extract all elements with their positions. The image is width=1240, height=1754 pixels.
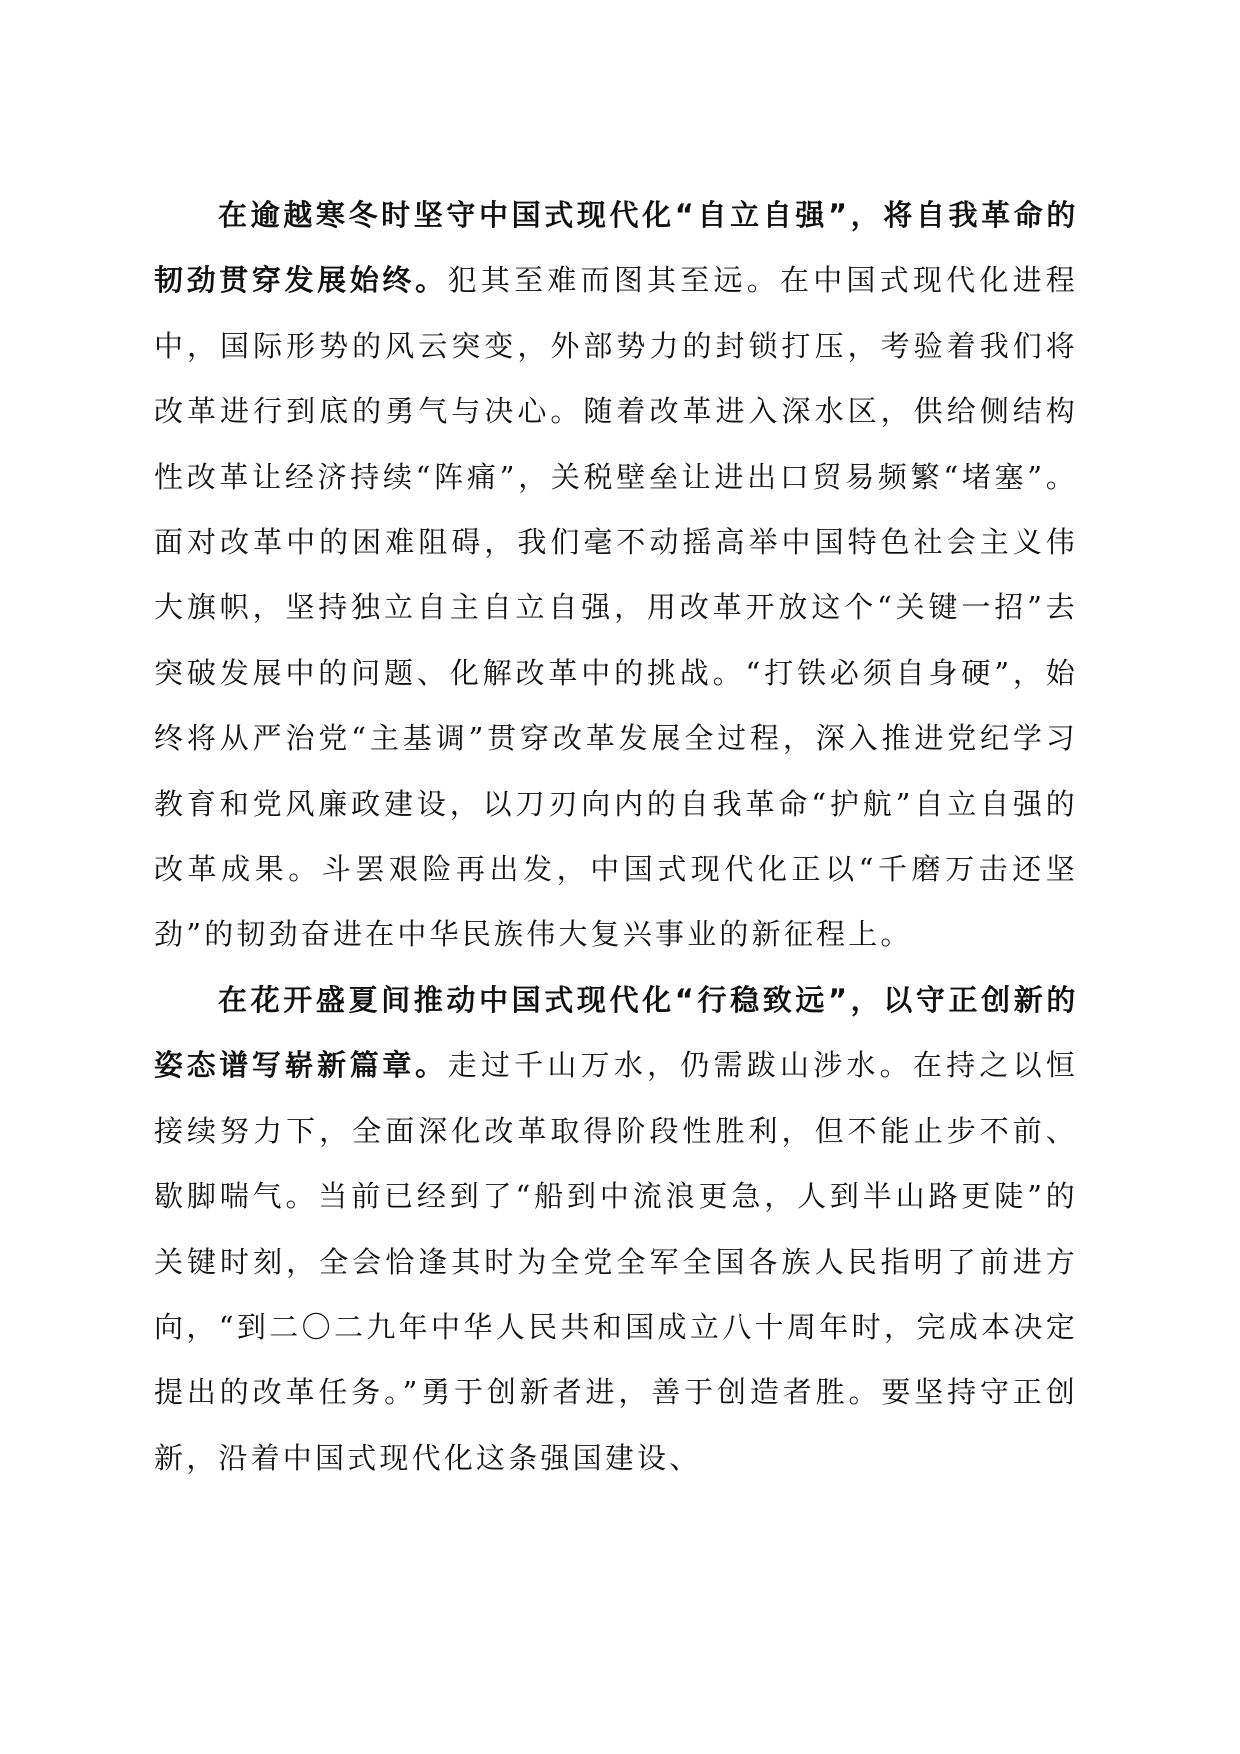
article-body <box>154 183 1078 1491</box>
paragraph-winter <box>154 183 1078 968</box>
paragraph-text-summer: 走过千山万水，仍需跋山涉水。在持之以恒接续努力下，全面深化改革取得阶段性胜利，但不能止步不前、歇脚喘气。当前已经到了“船到中流浪更急，人到半山路更陡”的关键时刻，全会恰逢其时为全党全军全国各族人民指明了前进方向，“到二〇二九年中华人民共和国成立八十周年时，完成本决定提出的改革任务。”勇于创新者进，善于创造者胜。要坚持守正创新，沿着中国式现代化这条强国建设、 <box>154 1048 1078 1475</box>
paragraph-lead-winter: 在逾越寒冬时坚守中国式现代化“自立自强”，将自我革命的韧劲贯穿发展始终。 <box>154 198 1078 298</box>
paragraph-lead-summer: 在花开盛夏间推动中国式现代化“行稳致远”，以守正创新的姿态谱写崭新篇章。 <box>154 982 1078 1083</box>
paragraph-text-winter: 犯其至难而图其至远。在中国式现代化进程中，国际形势的风云突变，外部势力的封锁打压，考验着我们将改革进行到底的勇气与决心。随着改革进入深水区，供给侧结构性改革让经济持续“阵痛”，关税壁垒让进出口贸易频繁“堵塞”。面对改革中的困难阻碍，我们毫不动摇高举中国特色社会主义伟大旗帜，坚持独立自主自立自强，用改革开放这个“关键一招”去突破发展中的问题、化解改革中的挑战。“打铁必须自身硬”，始终将从严治党“主基调”贯穿改革发展全过程，深入推进党纪学习教育和党风廉政建设，以刀刃向内的自我革命“护航”自立自强的改革成果。斗罢艰险再出发，中国式现代化正以“千磨万击还坚劲”的韧劲奋进在中华民族伟大复兴事业的新征程上。 <box>154 263 1078 952</box>
paragraph-summer <box>154 968 1078 1491</box>
